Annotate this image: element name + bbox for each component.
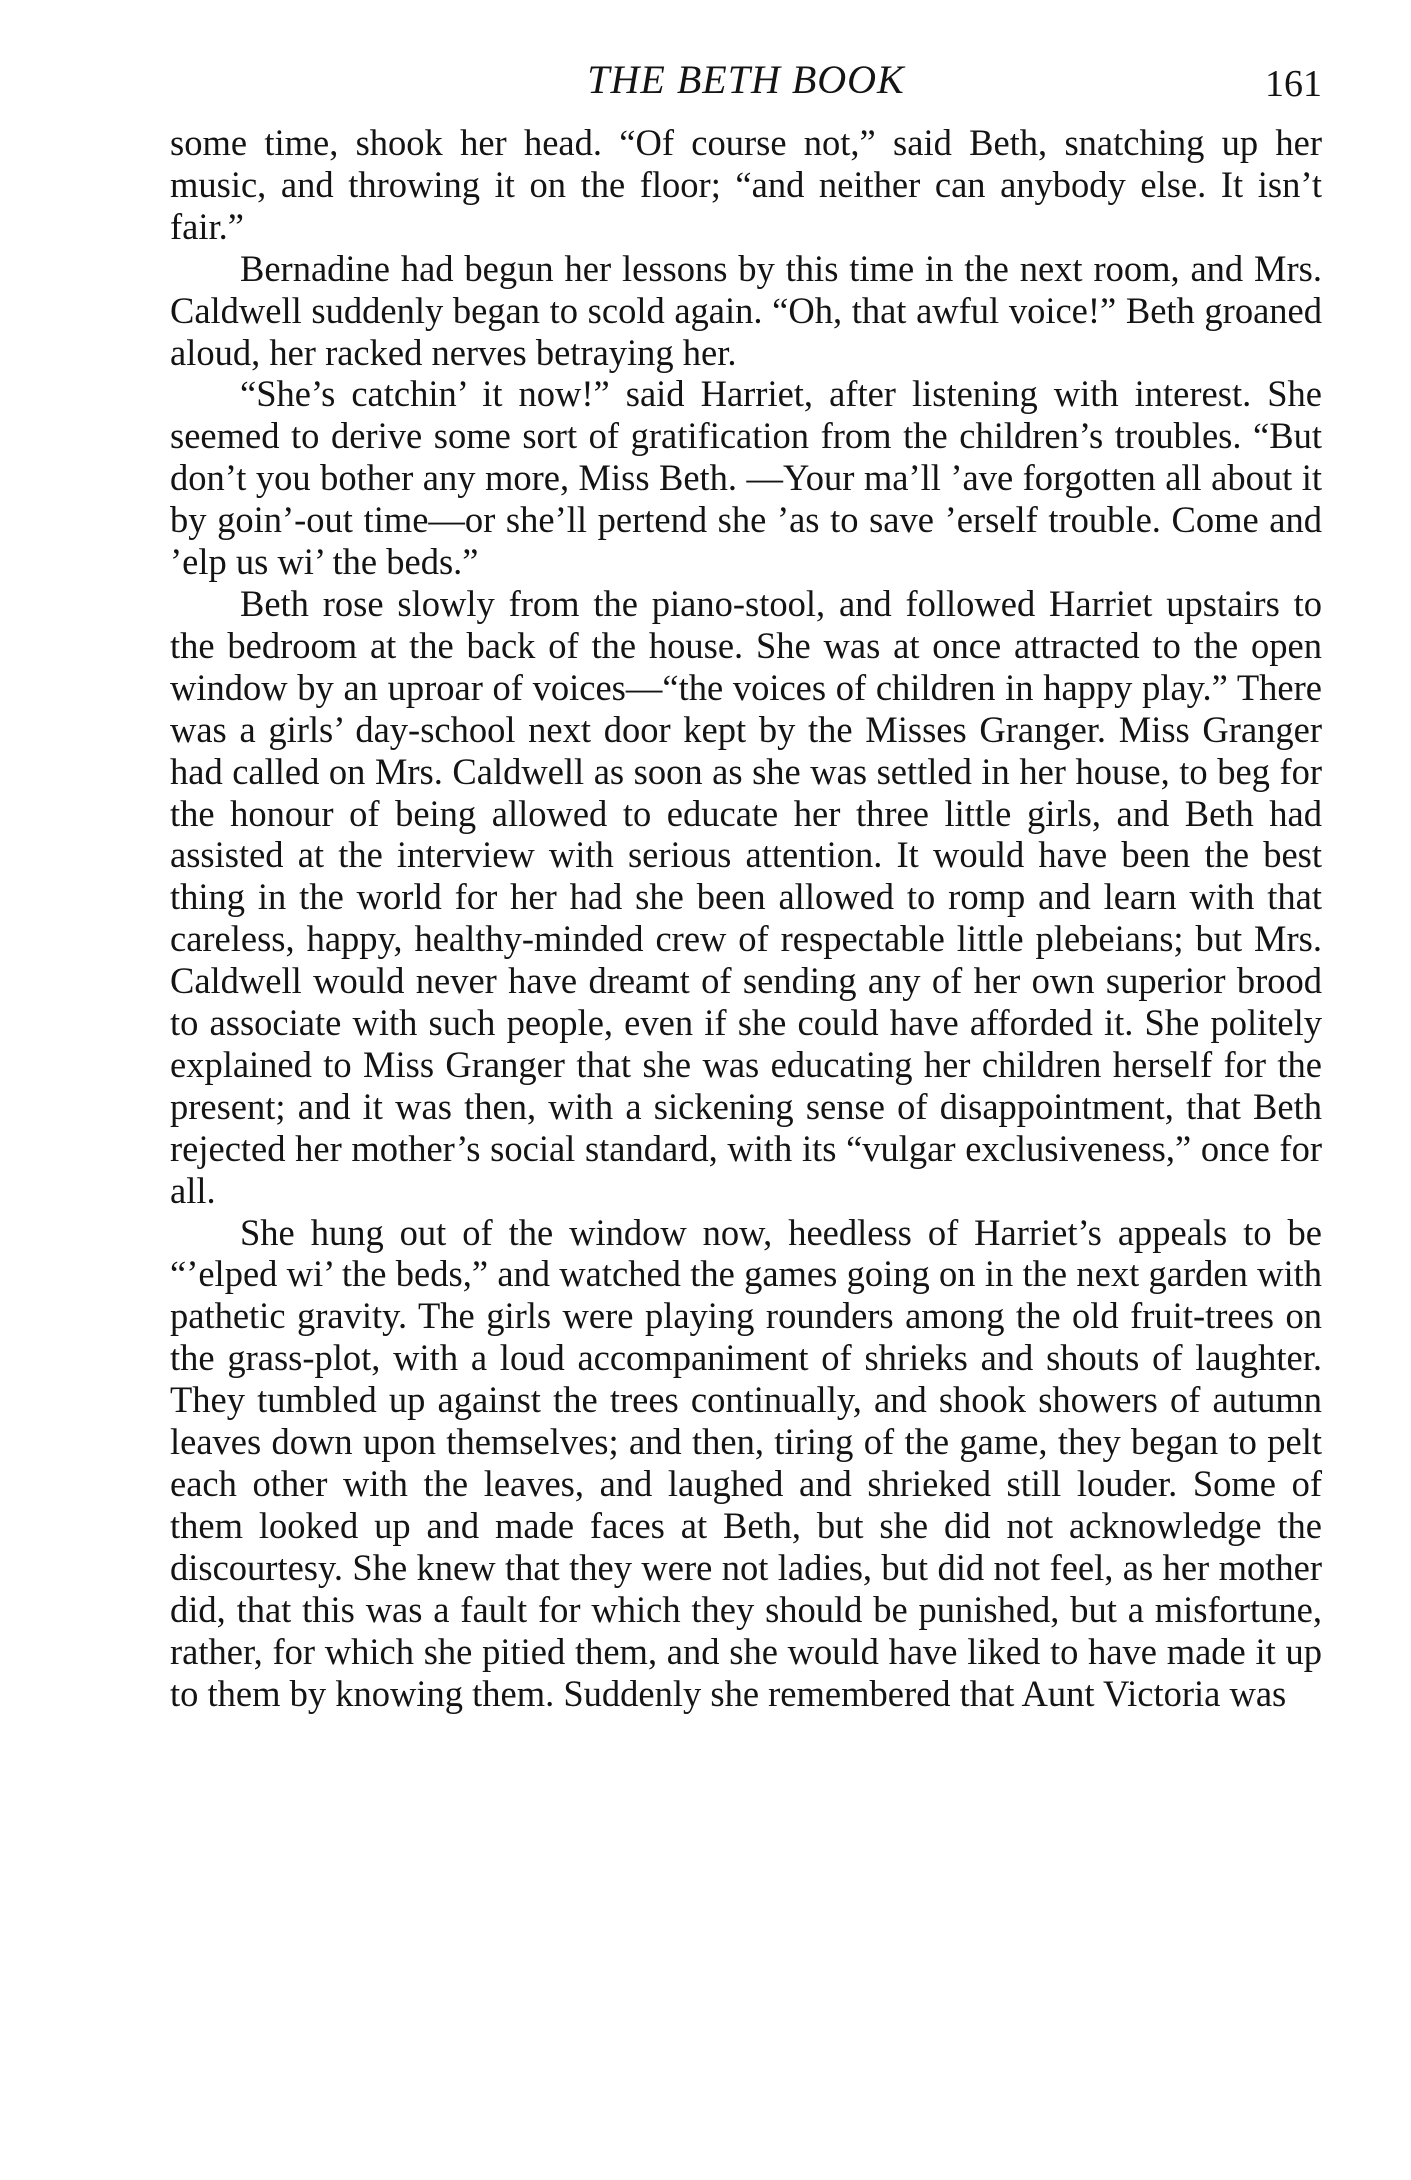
body-text bbox=[170, 122, 1322, 1714]
running-header bbox=[170, 52, 1322, 122]
paragraph-continued: some time, shook her head. “Of course not,” said Beth, snatching up her music, and throwing it on the floor; “and neither can anybody else. It isn’t fair.” bbox=[170, 122, 1322, 247]
paragraph: Bernadine had begun her lessons by this time in the next room, and Mrs. Caldwell suddenly began to scold again. “Oh, that awful voice!” Beth groaned aloud, her racked nerves betraying her. bbox=[170, 247, 1322, 373]
paragraph: She hung out of the window now, heedless of Harriet’s appeals to be “’elped wi’ the beds,” and watched the games going on in the next garden with pathetic gravity. The girls were playing rounders among the old fruit-trees on the grass-plot, with a loud accompaniment of shrieks and shouts of laughter. They tumbled up against the trees continually, and shook showers of autumn leaves down upon themselves; and then, tiring of the game, they began to pelt each other with the leaves, and laughed and shrieked still louder. Some of them looked up and made faces at Beth, but she did not acknowledge the discourtesy. She knew that they were not ladies, but did not feel, as her mother did, that this was a fault for which they should be punished, but a misfortune, rather, for which she pitied them, and she would have liked to have made it up to them by knowing them. Suddenly she remembered that Aunt Victoria was bbox=[170, 1211, 1322, 1714]
book-title: THE BETH BOOK bbox=[587, 57, 905, 102]
book-page bbox=[170, 52, 1322, 1714]
paragraph: “She’s catchin’ it now!” said Harriet, after listening with interest. She seemed to derive some sort of gratification from the children’s troubles. “But don’t you bother any more, Miss Beth. —Your ma’ll ’ave forgotten all about it by goin’-out time—or she’ll pertend she ’as to save ’erself trouble. Come and ’elp us wi’ the beds.” bbox=[170, 373, 1322, 583]
paragraph: Beth rose slowly from the piano-stool, and followed Harriet upstairs to the bedroom at the back of the house. She was at once attracted to the open window by an uproar of voices—“the voices of children in happy play.” There was a girls’ day-school next door kept by the Misses Granger. Miss Granger had called on Mrs. Caldwell as soon as she was settled in her house, to beg for the honour of being allowed to educate her three little girls, and Beth had assisted at the interview with serious attention. It would have been the best thing in the world for her had she been allowed to romp and learn with that careless, happy, healthy-minded crew of respectable little plebeians; but Mrs. Caldwell would never have dreamt of sending any of her own superior brood to associate with such people, even if she could have afforded it. She politely explained to Miss Granger that she was educating her children herself for the present; and it was then, with a sickening sense of disappointment, that Beth rejected her mother’s social standard, with its “vulgar exclusiveness,” once for all. bbox=[170, 582, 1322, 1211]
page-number: 161 bbox=[1265, 63, 1322, 105]
